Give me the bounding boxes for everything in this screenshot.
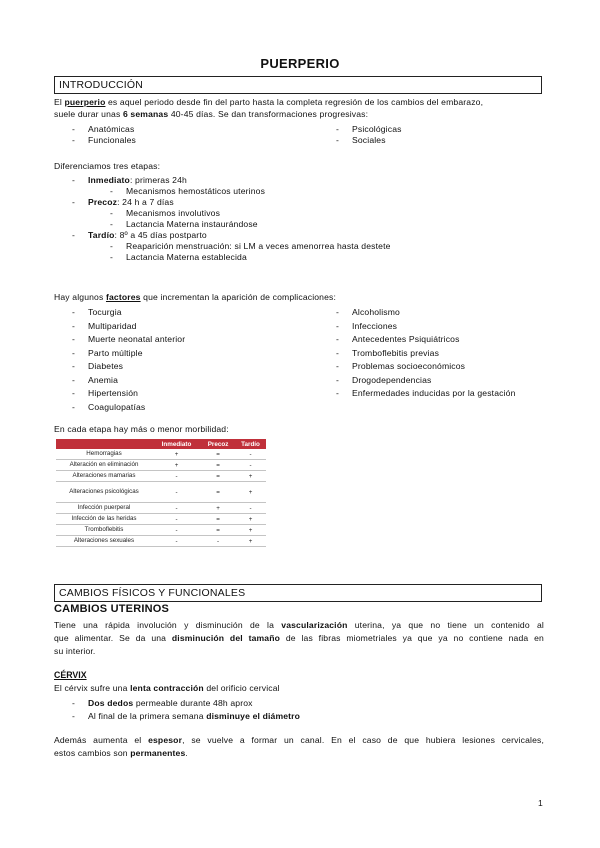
- table-cell: -: [152, 536, 201, 547]
- table-row: [56, 536, 266, 547]
- uterine-paragraph-line2: que alimentar. Se da una disminución del tamaño de las fibras miometriales ya que ya no contiene nada en: [54, 633, 544, 643]
- table-cell: -: [235, 503, 266, 514]
- table-cell: -: [235, 460, 266, 471]
- list-item: - Lactancia Materna instaurándose: [110, 219, 258, 229]
- list-item: - Sociales: [336, 135, 386, 145]
- cervix-final-line1: Además aumenta el espesor, se vuelve a formar un canal. En el caso de que hubiera lesiones cervicales,: [54, 735, 544, 745]
- table-cell: Infección puerperal: [56, 503, 152, 514]
- list-item: - Multiparidad: [72, 320, 137, 331]
- table-cell: Infección de las heridas: [56, 514, 152, 525]
- table-header-cell: Precoz: [201, 439, 235, 449]
- cervix-heading: CÉRVIX: [54, 670, 87, 680]
- list-item: - Problemas socioeconómicos: [336, 361, 466, 371]
- list-item: - Drogodependencias: [336, 374, 432, 385]
- list-item: - Parto múltiple: [72, 347, 143, 358]
- table-cell: =: [201, 525, 235, 536]
- list-item: - Tromboflebitis previas: [336, 347, 440, 358]
- table-cell: +: [235, 514, 266, 525]
- table-header-row: [56, 439, 266, 449]
- list-item: - Coagulopatías: [72, 401, 146, 412]
- table-cell: -: [201, 536, 235, 547]
- list-item: - Diabetes: [72, 361, 124, 371]
- stage-inmediato: - Inmediato: primeras 24h: [72, 175, 187, 185]
- document-title: PUERPERIO: [260, 56, 340, 71]
- cervix-list: [72, 697, 300, 723]
- list-item: - Al final de la primera semana disminuye el diámetro: [72, 711, 301, 721]
- page-number: 1: [538, 798, 543, 808]
- table-cell: -: [152, 525, 201, 536]
- table-cell: +: [152, 460, 201, 471]
- factores-term: factores: [105, 292, 141, 302]
- table-cell: -: [152, 471, 201, 482]
- table-cell: -: [152, 514, 201, 525]
- stages-list: [72, 175, 391, 263]
- table-cell: +: [235, 525, 266, 536]
- table-cell: -: [235, 449, 266, 460]
- table-header-cell: Tardío: [235, 439, 266, 449]
- list-item: - Mecanismos hemostáticos uterinos: [110, 186, 266, 196]
- table-row: [56, 525, 266, 536]
- uterine-paragraph-line3: su interior.: [54, 646, 96, 656]
- table-cell: +: [201, 503, 235, 514]
- table-cell: -: [152, 503, 201, 514]
- table-row: [56, 471, 266, 482]
- intro-paragraph-line2: suele durar unas 6 semanas 40-45 días. Se dan transformaciones progresivas:: [54, 109, 369, 119]
- table-cell: +: [235, 536, 266, 547]
- table-cell: Hemorragias: [56, 449, 152, 460]
- list-item: - Antecedentes Psiquiátricos: [336, 334, 460, 344]
- list-item: - Psicológicas: [336, 124, 402, 134]
- list-item: - Funcionales: [72, 135, 136, 145]
- list-item: - Tocurgia: [72, 307, 122, 317]
- table-cell: =: [201, 449, 235, 460]
- list-item: - Anatómicas: [72, 124, 135, 134]
- section-heading-cambios: CAMBIOS FÍSICOS Y FUNCIONALES: [54, 584, 542, 602]
- morbidity-table: [56, 439, 266, 547]
- table-cell: =: [201, 482, 235, 503]
- list-item: - Dos dedos permeable durante 48h aprox: [72, 698, 253, 708]
- table-cell: +: [152, 449, 201, 460]
- transformations-right-list: [336, 124, 402, 146]
- cervix-intro: El cérvix sufre una lenta contracción del orificio cervical: [54, 683, 280, 693]
- list-item: - Mecanismos involutivos: [110, 208, 221, 218]
- intro-paragraph-line1: El puerperio es aquel periodo desde fin del parto hasta la completa regresión de los cambios del embarazo,: [54, 97, 484, 107]
- stage-precoz: - Precoz: 24 h a 7 días: [72, 197, 174, 207]
- table-cell: Alteraciones mamarias: [56, 471, 152, 482]
- factors-left-list: [72, 306, 185, 414]
- table-cell: +: [235, 482, 266, 503]
- table-cell: Alteraciones psicológicas: [56, 482, 152, 503]
- puerperio-term: puerperio: [64, 97, 106, 107]
- table-cell: =: [201, 514, 235, 525]
- list-item: - Infecciones: [336, 320, 398, 331]
- table-cell: -: [152, 482, 201, 503]
- table-row: [56, 449, 266, 460]
- table-cell: +: [235, 471, 266, 482]
- table-row: [56, 482, 266, 503]
- factors-intro: Hay algunos factores que incrementan la aparición de complicaciones:: [54, 292, 337, 302]
- table-header-cell: [56, 439, 152, 449]
- list-item: - Anemia: [72, 374, 119, 385]
- table-row: [56, 503, 266, 514]
- list-item: - Hipertensión: [72, 388, 139, 398]
- table-cell: Tromboflebitis: [56, 525, 152, 536]
- stage-tardio: - Tardío: 8º a 45 días postparto: [72, 230, 207, 240]
- table-row: [56, 460, 266, 471]
- table-row: [56, 514, 266, 525]
- list-item: - Alcoholismo: [336, 307, 400, 317]
- table-cell: =: [201, 471, 235, 482]
- morbidity-intro: En cada etapa hay más o menor morbilidad:: [54, 424, 229, 434]
- list-item: - Enfermedades inducidas por la gestación: [336, 388, 516, 398]
- factors-right-list: [336, 306, 516, 401]
- table-header-cell: Inmediato: [152, 439, 201, 449]
- section-heading-introduccion: INTRODUCCIÓN: [54, 76, 542, 94]
- uterine-changes-heading: CAMBIOS UTERINOS: [54, 603, 170, 615]
- stages-intro: Diferenciamos tres etapas:: [54, 161, 161, 171]
- transformations-left-list: [72, 124, 136, 146]
- uterine-paragraph-line1: Tiene una rápida involución y disminución de la vascularización uterina, ya que no tiene un contenido al: [54, 620, 544, 630]
- list-item: - Reaparición menstruación: si LM a veces amenorrea hasta destete: [110, 241, 391, 251]
- table-cell: =: [201, 460, 235, 471]
- table-cell: Alteración en eliminación: [56, 460, 152, 471]
- cervix-final-line2: estos cambios son permanentes.: [54, 748, 188, 758]
- list-item: - Lactancia Materna establecida: [110, 252, 247, 262]
- table-cell: Alteraciones sexuales: [56, 536, 152, 547]
- list-item: - Muerte neonatal anterior: [72, 334, 186, 344]
